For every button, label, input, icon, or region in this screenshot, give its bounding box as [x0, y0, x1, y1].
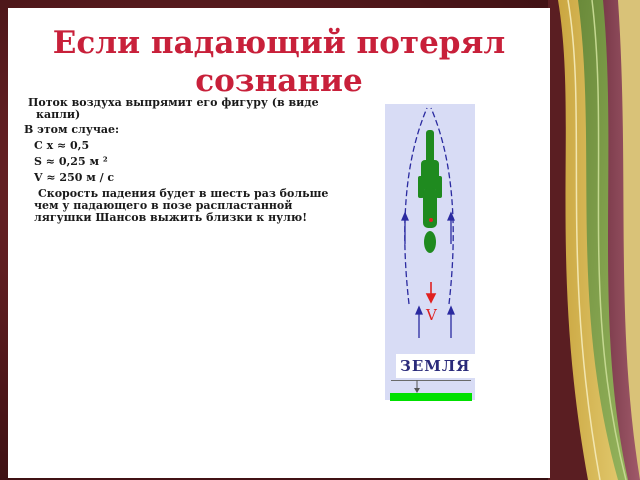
text-para-3: лягушки Шансов выжить близки к нулю! [34, 211, 308, 224]
center-of-mass-dot [429, 218, 433, 222]
text-line-1: Поток воздуха выпрямит его фигуру (в виде [28, 96, 319, 109]
velocity-label: V [426, 306, 437, 324]
velocity-arrow-icon [427, 282, 435, 302]
text-v: V ≈ 250 м / с [34, 171, 115, 184]
text-cx: C x ≈ 0,5 [34, 139, 90, 152]
ground-pointer-line [391, 380, 471, 381]
text-para-2: чем у падающего в позе распластанной [34, 199, 293, 212]
text-para-1: Скорость падения будет в шесть раз больше [38, 187, 329, 200]
falling-figure-icon [418, 130, 442, 253]
decorative-art [548, 0, 640, 480]
text-line-1b: капли) [36, 108, 81, 121]
slide-content [8, 8, 550, 478]
ground-label: ЗЕМЛЯ [400, 357, 471, 375]
text-s: S ≈ 0,25 м ² [34, 155, 108, 168]
ground-surface [390, 393, 472, 401]
decorative-curves [548, 0, 640, 480]
title-line-2: сознание [195, 63, 363, 99]
text-line-2: В этом случае: [24, 123, 120, 136]
title-line-1: Если падающий потерял [52, 25, 506, 61]
ground-arrow-icon [412, 380, 422, 394]
slide-title [8, 24, 550, 100]
